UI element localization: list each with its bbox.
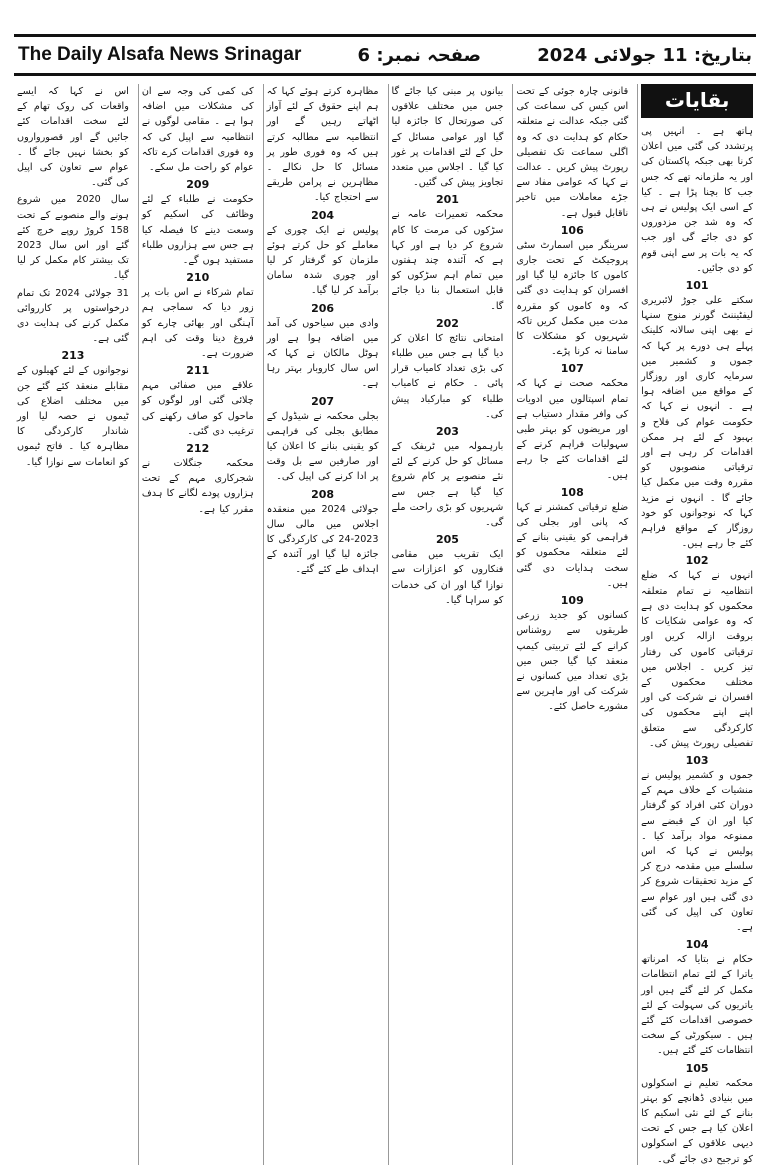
article-paragraph: تمام شرکاء نے اس بات پر زور دیا کہ سماجی ہم آہنگی اور بھائی چارے کو فروغ دینا وقت کی اہم ضرورت ہے۔ (141, 287, 254, 360)
column-1 (637, 84, 756, 1165)
item-number: 213 (61, 349, 85, 363)
article-paragraph: وادی میں سیاحوں کی آمد میں اضافہ ہوا ہے اور ہوٹل مالکان نے کہا کہ اس سال کاروبار بہتر رہا ہے۔ (266, 317, 379, 390)
masthead (14, 34, 756, 76)
item-number: 109 (560, 594, 584, 608)
article-paragraph: بارہمولہ میں ٹریفک کے مسائل کو حل کرنے کے لئے نئے منصوبے پر کام شروع کیا گیا ہے جس سے شہریوں کو بڑی راحت ملے گی۔ (391, 441, 504, 529)
item-number: 201 (435, 193, 459, 207)
article-paragraph: اس نے کہا کہ ایسے واقعات کی روک تھام کے لئے سخت اقدامات کئے جائیں گے اور قصورواروں کو بخشا نہیں جائے گا ۔ عوام سے تعاون کی اپیل کی گئی۔ (17, 86, 129, 189)
article-paragraph: علاقے میں صفائی مہم چلائی گئی اور لوگوں کو ماحول کو صاف رکھنے کی ترغیب دی گئی۔ (141, 380, 254, 437)
article-paragraph: محکمہ تعمیرات عامہ نے سڑکوں کی مرمت کا کام شروع کر دیا ہے اور کہا ہے کہ آئندہ چند ہفتوں میں تمام اہم سڑکوں کو قابل استعمال بنا دیا جائے گا۔ (391, 209, 504, 312)
article-paragraph: نوجوانوں کے لئے کھیلوں کے مقابلے منعقد کئے گئے جن میں مختلف اضلاع کی ٹیموں نے حصہ لیا اور شاندار کارکردگی کا مظاہرہ کیا ۔ فاتح ٹیموں کو انعامات سے نوازا گیا۔ (17, 365, 129, 468)
item-number: 211 (186, 364, 210, 378)
column-2 (512, 84, 631, 1165)
article-paragraph: حکام نے بتایا کہ امرناتھ یاترا کے لئے تمام انتظامات مکمل کر لئے گئے ہیں اور یاتریوں کی سہولت کے لئے خصوصی اقدامات کئے گئے ہیں ۔ سیکورٹی کے سخت انتظامات کئے گئے ہیں۔ (641, 954, 753, 1057)
article-paragraph: جولائی 2024 میں منعقدہ اجلاس میں مالی سال 2023-24 کی کارکردگی کا جائزہ لیا گیا اور آئندہ کے اہداف طے کئے گئے۔ (266, 503, 379, 576)
section-heading: بقایات (641, 84, 753, 118)
article-paragraph: محکمہ صحت نے کہا کہ تمام اسپتالوں میں ادویات کی وافر مقدار دستیاب ہے اور مریضوں کو بہتر طبی سہولیات فراہم کرنے کے لئے اقدامات کئے جا رہے ہیں۔ (516, 378, 629, 481)
item-number: 207 (311, 394, 335, 408)
item-number: 107 (560, 362, 584, 376)
item-number: 103 (685, 753, 709, 767)
item-number: 102 (685, 554, 709, 568)
item-number: 208 (311, 487, 335, 501)
item-number: 204 (311, 208, 335, 222)
item-number: 104 (685, 938, 709, 952)
article-paragraph: کسانوں کو جدید زرعی طریقوں سے روشناس کرانے کے لئے تربیتی کیمپ منعقد کیا گیا جس میں بڑی تعداد میں کسانوں نے شرکت کی اور ماہرین سے مشورے حاصل کئے۔ (516, 610, 629, 713)
item-number: 105 (685, 1061, 709, 1075)
article-paragraph: سال 2020 میں شروع ہونے والے منصوبے کے تحت 158 کروڑ روپے خرچ کئے گئے اور اس سال 2023 تک بیشتر کام مکمل کر لیا گیا۔ (17, 194, 129, 282)
article-paragraph: 31 جولائی 2024 تک تمام درخواستوں پر کارروائی مکمل کرنے کی ہدایت دی گئی ہے۔ (17, 287, 129, 345)
column-6 (14, 84, 132, 1165)
article-paragraph: ایک تقریب میں مقامی فنکاروں کو اعزازات سے نوازا گیا اور ان کی خدمات کو سراہا گیا۔ (391, 549, 504, 606)
article-paragraph: پولیس نے ایک چوری کے معاملے کو حل کرتے ہوئے ملزمان کو گرفتار کر لیا اور چوری شدہ سامان برآمد کر لیا گیا۔ (266, 224, 379, 297)
item-number: 212 (186, 442, 210, 456)
item-number: 203 (435, 425, 459, 439)
article-paragraph: کی کمی کی وجہ سے ان کی مشکلات میں اضافہ ہوا ہے ۔ مقامی لوگوں نے انتظامیہ سے اپیل کی کہ وہ فوری اقدامات کرے تاکہ عوام کو راحت مل سکے۔ (141, 86, 254, 174)
article-paragraph: حکومت نے طلباء کے لئے وظائف کی اسکیم کو وسعت دینے کا فیصلہ کیا ہے جس سے ہزاروں طلباء مستفید ہوں گے۔ (141, 194, 254, 267)
article-paragraph: امتحانی نتائج کا اعلان کر دیا گیا ہے جس میں طلباء کی بڑی تعداد کامیاب قرار پائی ۔ حکام نے کامیاب طلباء کو مبارکباد پیش کی۔ (391, 332, 504, 420)
item-number: 206 (311, 301, 335, 315)
page-number: صفحہ نمبر: 6 (357, 44, 482, 66)
column-3 (388, 84, 507, 1165)
article-paragraph: مظاہرہ کرتے ہوئے کہا کہ ہم اپنے حقوق کے لئے آواز اٹھاتے رہیں گے اور انتظامیہ سے مطالبہ کرتے ہیں کہ وہ فوری طور پر مسائل کا حل نکالے ۔ مظاہرین نے پرامن طریقے سے احتجاج کیا۔ (266, 86, 379, 204)
article-paragraph: محکمہ جنگلات نے شجرکاری مہم کے تحت ہزاروں پودے لگانے کا ہدف مقرر کیا ہے۔ (141, 458, 254, 515)
article-paragraph: بجلی محکمہ نے شیڈول کے مطابق بجلی کی فراہمی کو یقینی بنانے کا اعلان کیا اور صارفین سے بل وقت پر ادا کرنے کی اپیل کی۔ (266, 410, 379, 483)
article-paragraph: انہوں نے کہا کہ ضلع انتظامیہ نے تمام متعلقہ محکموں کو ہدایت دی ہے کہ وہ عوامی شکایات کا بروقت ازالہ کریں اور ترقیاتی کاموں کی رفتار تیز کریں ۔ اجلاس میں مختلف محکموں کے افسران نے شرکت کی اور اپنے اپنے محکموں کی کارکردگی سے متعلق تفصیلی رپورٹ پیش کی۔ (641, 570, 753, 749)
item-number: 205 (435, 533, 459, 547)
article-columns (14, 84, 756, 1165)
issue-date: بتاریخ: 11 جولائی 2024 (537, 44, 752, 66)
column-5 (138, 84, 257, 1165)
article-paragraph: جموں و کشمیر پولیس نے منشیات کے خلاف مہم کے دوران کئی افراد کو گرفتار کیا اور ان کے قبضے سے ممنوعہ مواد برآمد کیا ۔ پولیس نے کہا کہ اس سلسلے میں مقدمہ درج کر کے مزید تحقیقات شروع کر دی گئی ہیں اور عوام سے تعاون کی اپیل کی گئی ہے۔ (641, 769, 753, 933)
article-paragraph: سرینگر میں اسمارٹ سٹی پروجیکٹ کے تحت جاری کاموں کا جائزہ لیا گیا اور افسران کو ہدایت دی گئی کہ وہ کاموں کو مقررہ مدت میں مکمل کریں تاکہ شہریوں کو مشکلات کا سامنا نہ کرنا پڑے۔ (516, 239, 629, 358)
article-paragraph: سکتے علی جوڑ لائبریری لیفٹیننٹ گورنر منوج سنہا نے بھی اپنی سالانہ کلینک پہلے ہی دورے پر کہا کہ جموں و کشمیر میں سرمایہ کاری اور روزگار کے مواقع میں اضافہ ہوا ہے ۔ انہوں نے کہا کہ حکومت عوام کی فلاح و بہبود کے لئے ہر ممکن اقدامات کر رہی ہے اور ترقیاتی منصوبوں کو مقررہ وقت میں مکمل کیا جائے گا ۔ انہوں نے مزید کہا کہ نوجوانوں کو خود روزگار کے مواقع فراہم کئے جا رہے ہیں۔ (641, 295, 753, 550)
item-number: 108 (560, 485, 584, 499)
item-number: 101 (685, 279, 709, 293)
article-paragraph: بیانوں پر مبنی کیا جائے گا جس میں مختلف علاقوں کی صورتحال کا جائزہ لیا گیا اور عوامی مسائل کے حل کے لئے اقدامات پر غور کیا گیا ۔ اجلاس میں متعدد تجاویز پیش کی گئیں۔ (391, 86, 504, 189)
item-number: 202 (435, 316, 459, 330)
article-paragraph: قانونی چارہ جوئی کے تحت اس کیس کی سماعت کی گئی جبکہ عدالت نے متعلقہ حکام کو ہدایت دی کہ وہ اگلی سماعت تک تفصیلی رپورٹ پیش کریں ۔ عدالت نے کہا کہ عوامی مفاد سے جڑے معاملات میں تاخیر ناقابل قبول ہے۔ (516, 86, 629, 219)
article-paragraph: محکمہ تعلیم نے اسکولوں میں بنیادی ڈھانچے کو بہتر بنانے کے لئے نئی اسکیم کا اعلان کیا ہے جس کے تحت دیہی علاقوں کے اسکولوں کو ترجیح دی جائے گی۔ (641, 1077, 753, 1165)
item-number: 106 (560, 223, 584, 237)
item-number: 209 (186, 178, 210, 192)
newspaper-title: The Daily Alsafa News Srinagar (18, 44, 302, 65)
item-number: 210 (186, 271, 210, 285)
article-paragraph: ہاتھ ہے ۔ انہیں پی پرتشدد کی گئی میں اعلان کرنا بھی جبکہ پاکستان کی اور یہ ملزمانہ تھے کہ جس جب کا بچنا پڑا ہے ۔ کیا کے اسی ایک پولیس نے ہی کہ وہ شد جن مزدوروں کو دی جائے گی اور جب کہ یہ بات پر سے اپنی قوم کو دی جائیں۔ (641, 126, 753, 274)
column-4 (263, 84, 382, 1165)
article-paragraph: ضلع ترقیاتی کمشنر نے کہا کہ پانی اور بجلی کی فراہمی کو یقینی بنانے کے لئے متعلقہ محکموں کو سخت ہدایات دی گئی ہیں۔ (516, 501, 629, 589)
